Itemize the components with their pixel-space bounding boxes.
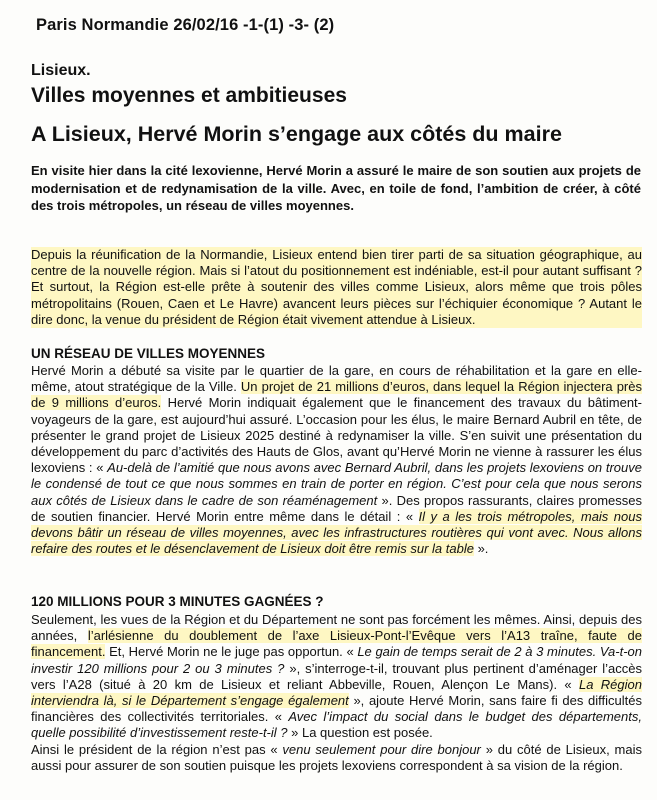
article-kicker: Lisieux. [31, 62, 91, 79]
text-segment: » du côté de Lisieux, mais aussi pour assurer de son soutien puisque les projets lexoviens correspondent à sa vision de la région. [31, 741, 642, 773]
text-segment: Seulement, les vues de la Région et du Département ne sont pas forcément les mêmes. Ainsi, depuis des années, [31, 612, 642, 644]
subheading-reseau: UN RÉSEAU DE VILLES MOYENNES [31, 346, 266, 361]
text-segment: Hervé Morin a débuté sa visite par le quartier de la gare, en cours de réhabilitation et la gare en elle-même, atout stratégique de la Ville. [31, 363, 642, 395]
text-segment: Et, Hervé Morin ne le juge pas opportun. « [105, 644, 358, 660]
quote-text: Au-delà de l’amitié que nous avons avec Bernard Aubril, dans les projets lexoviens on trouve le condensé de tout ce que nous sommes en train de porter en région. C’est pour cela que nous serons aux côtés de Lisieux dans le cadre de son réaménagement [31, 460, 643, 508]
text-segment: », ajoute Hervé Morin, sans faire fi des difficultés financières des collectivités territoriales. « [31, 693, 642, 725]
quote-text: venu seulement pour dire bonjour [282, 741, 481, 757]
text-segment: ». [473, 541, 489, 557]
text-segment: » La question est posée. [287, 725, 433, 741]
article-headline: A Lisieux, Hervé Morin s’engage aux côtés du maire [31, 122, 562, 146]
subheading-millions: 120 MILLIONS POUR 3 MINUTES GAGNÉES ? [31, 594, 324, 609]
text-segment: ». Des propos rassurants, claires promesses de soutien financier. Hervé Morin entre même dans le détail : « [31, 492, 642, 524]
quote-text: Avec l’impact du social dans le budget des départements, quelle possibilité d’investissement reste-t-il ? [31, 709, 642, 741]
quote-text: Le gain de temps serait de 2 à 3 minutes. Va-t-on investir 120 millions pour 2 ou 3 minutes ? [31, 644, 642, 676]
paragraph-intro: Depuis la réunification de la Normandie, Lisieux entend bien tirer parti de sa situation géographique, au centre de la nouvelle région. Mais si l’atout du positionnement est indéniable, est-il pour autant suffisant ? Et surtout, la Région est-elle prête à soutenir des villes comme Lisieux, alors même que trois pôles métropolitains (Rouen, Caen et Le Havre) avancent leurs pièces sur l’échiquier économique ? Autant le dire donc, la venue du président de Région était vivement attendue à Lisieux. [31, 247, 642, 327]
paragraph-millions [31, 612, 642, 774]
text-segment: », s’interroge-t-il, trouvant plus pertinent d’aménager l’accès vers l’A28 (situé à 20 km de Lisieux et reliant Abbeville, Rouen, Alençon Le Mans). « [31, 660, 642, 692]
highlighted-quote: La Région interviendra là, si le Département s’engage également [31, 676, 642, 709]
source-line: Paris Normandie 26/02/16 -1-(1) -3- (2) [36, 16, 335, 34]
article-lead: En visite hier dans la cité lexovienne, Hervé Morin a assuré le maire de son soutien aux projets de modernisation et de redynamisation de la ville. Avec, en toile de fond, l’ambition de créer, à côté des trois métropoles, un réseau de villes moyennes. [31, 163, 641, 213]
text-segment: Ainsi le président de la région n’est pas « [31, 741, 283, 757]
highlighted-text: Un projet de 21 millions d’euros, dans lequel la Région injectera près de 9 millions d’euros. [31, 379, 642, 411]
article-title: Villes moyennes et ambitieuses [31, 84, 347, 107]
paragraph-reseau [31, 363, 642, 557]
highlighted-quote: Il y a les trois métropoles, mais nous devons bâtir un réseau de villes moyennes, avec les infrastructures routières qui vont avec. Nous allons refaire des routes et le désenclavement de Lisieux doit être remis sur la table [31, 508, 642, 557]
highlighted-text: l’arlésienne du doublement de l’axe Lisieux-Pont-l’Evêque vers l’A13 traîne, faute de financement. [31, 628, 643, 660]
text-segment: Hervé Morin indiquait également que le financement des travaux du bâtiment-voyageurs de la gare, est aujourd’hui assuré. L’occasion pour les élus, le maire Bernard Aubril en tête, de présenter le grand projet de Lisieux 2025 destiné à redynamiser la ville. S’en suivit une présentation du développement du parc d’activités des Hauts de Glos, avant qu’Hervé Morin ne vienne à rassurer les élus lexoviens : « [31, 395, 642, 476]
